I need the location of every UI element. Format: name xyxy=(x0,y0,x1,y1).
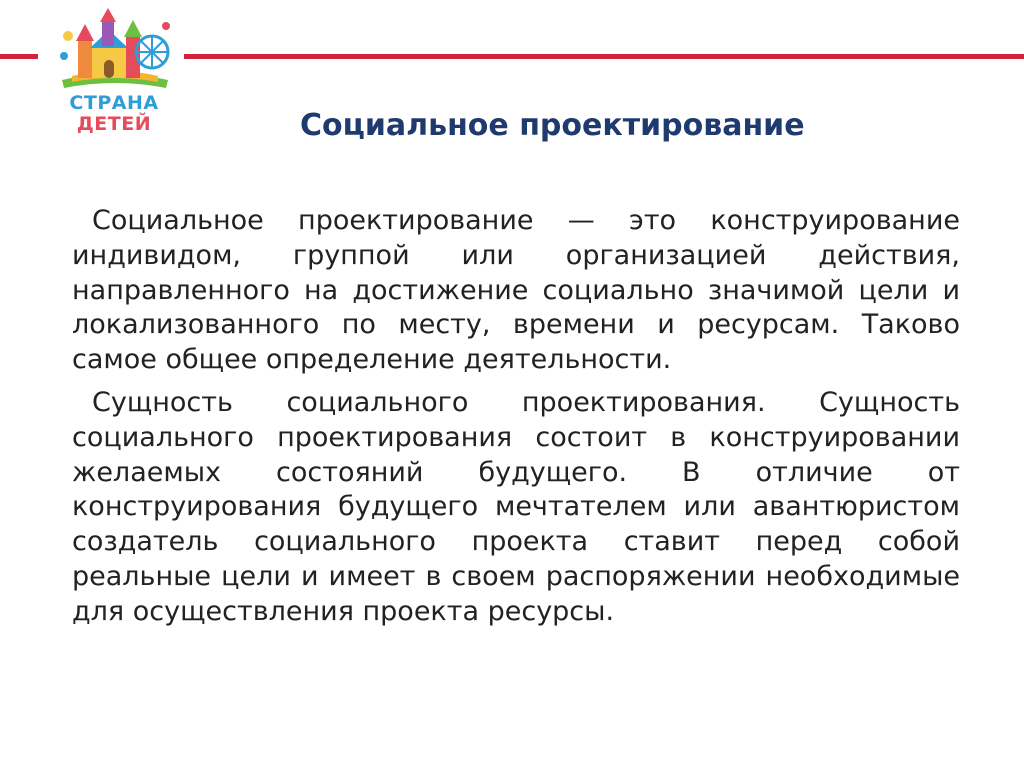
slide-title: Социальное проектирование xyxy=(300,108,805,143)
header-line-right xyxy=(184,54,1024,59)
paragraph-essence: Сущность социального проектирования. Сущность социального проектирования состоит в конструировании желаемых состояний будущего. В отличие от конструирования будущего мечтателем или авантюристом создатель социального проекта ставит перед собой реальные цели и имеет в своем распоряжении необходимые для осуществления проекта ресурсы. xyxy=(72,386,960,627)
paragraph-definition: Социальное проектирование — это конструирование индивидом, группой или организацией действия, направленного на достижение социально значимой цели и локализованного по месту, времени и ресурсам. Таково самое общее определение деятельности. xyxy=(72,205,960,376)
header-line-left xyxy=(0,54,38,59)
slide-body xyxy=(72,204,960,638)
logo-text-line2: ДЕТЕЙ xyxy=(76,113,152,135)
castle-icon xyxy=(48,6,180,96)
logo-text-line1: СТРАНА xyxy=(69,92,159,114)
logo xyxy=(48,6,180,138)
